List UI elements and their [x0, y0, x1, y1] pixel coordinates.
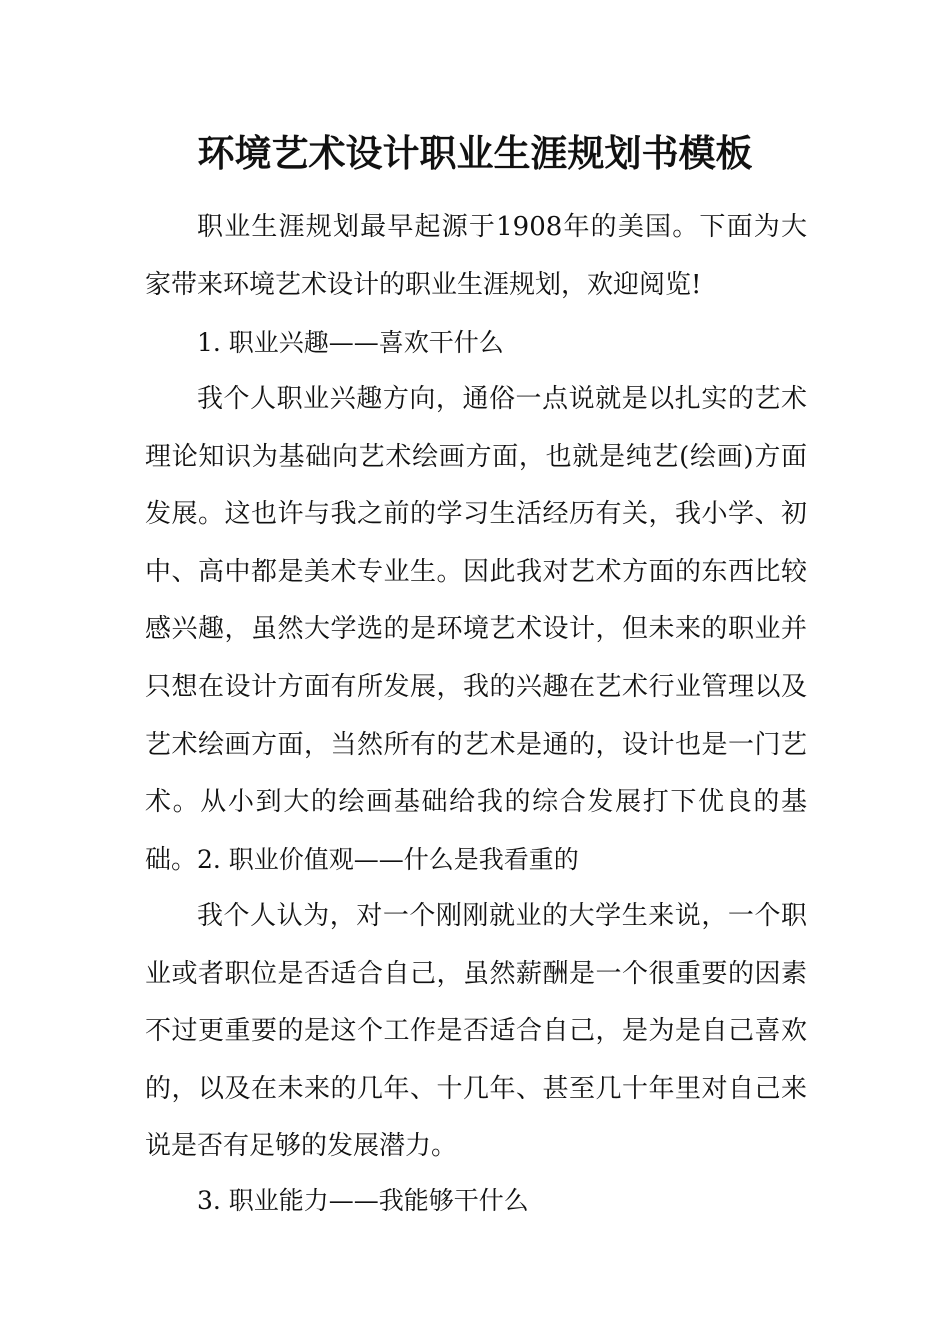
section-heading-ability: 3. 职业能力——我能够干什么	[197, 1186, 529, 1215]
section-heading-values: 2. 职业价值观——什么是我看重的	[197, 845, 579, 874]
values-paragraph: 我个人认为，对一个刚刚就业的大学生来说，一个职业或者职位是否适合自己，虽然薪酬是一个很重要的因素不过更重要的是这个工作是否适合自己，是为是自己喜欢的，以及在未来的几年、十几年、甚至几十年里对自己来说是否有足够的发展潜力。	[145, 901, 807, 1162]
document-title: 环境艺术设计职业生涯规划书模板	[197, 131, 753, 175]
interest-paragraph: 我个人职业兴趣方向，通俗一点说就是以扎实的艺术理论知识为基础向艺术绘画方面，也就是纯艺(绘画)方面发展。这也许与我之前的学习生活经历有关，我小学、初中、高中都是美术专业生。因此我对艺术方面的东西比较感兴趣，虽然大学选的是环境艺术设计，但未来的职业并只想在设计方面有所发展，我的兴趣在艺术行业管理以及艺术绘画方面，当然所有的艺术是通的，设计也是一门艺术。从小到大的绘画基础给我的综合发展打下优良的基础。	[145, 384, 807, 875]
intro-paragraph: 职业生涯规划最早起源于1908年的美国。下面为大家带来环境艺术设计的职业生涯规划，欢迎阅览!	[145, 212, 807, 300]
section-heading-interest: 1. 职业兴趣——喜欢干什么	[197, 328, 504, 357]
